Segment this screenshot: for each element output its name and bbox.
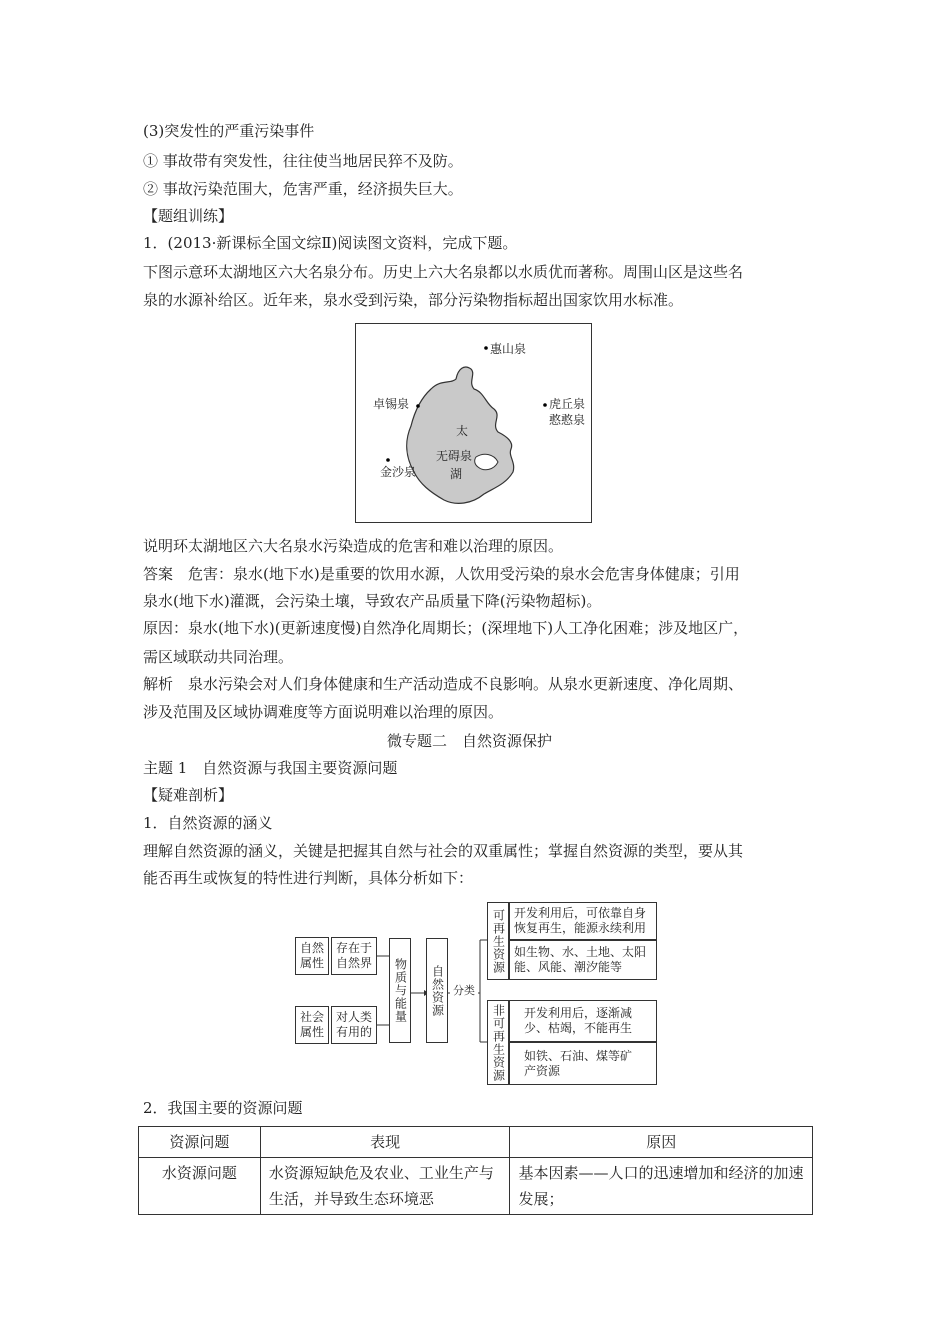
label-hanhan: 憨憨泉 <box>549 413 586 427</box>
renewable-description: 开发利用后，可依靠自身恢复再生，能源永续利用 <box>509 902 657 940</box>
section-heading: 【题组训练】 <box>143 207 234 225</box>
label-tai: 太 <box>456 424 469 438</box>
answer-line: 原因：泉水(地下水)(更新速度慢)自然净化周期长；(深埋地下)人工净化困难；涉及地区广， <box>143 619 749 637</box>
answer-line: 泉水(地下水)灌溉，会污染土壤，导致农产品质量下降(污染物超标)。 <box>143 592 602 610</box>
label-huishan: 惠山泉 <box>490 342 527 356</box>
label-huqiu: 虎丘泉 <box>549 397 586 411</box>
table-header-row <box>139 1127 813 1158</box>
taihu-spring-map <box>355 323 592 523</box>
section-heading: 【疑难剖析】 <box>143 786 234 804</box>
classify-label: 分类 <box>450 982 478 998</box>
text-line: 泉的水源补给区。近年来，泉水受到污染，部分污染物指标超出国家饮用水标准。 <box>143 291 684 309</box>
matter-energy-box: 物质与能量 <box>389 938 411 1043</box>
text-line: ② 事故污染范围大，危害严重，经济损失巨大。 <box>143 180 463 198</box>
text-line: 能否再生或恢复的特性进行判断，具体分析如下： <box>143 869 474 887</box>
table-cell: 水资源短缺危及农业、工业生产与生活，并导致生态环境恶 <box>260 1158 510 1215</box>
social-attribute-box: 社会属性 <box>295 1006 329 1044</box>
item-heading: 2．我国主要的资源问题 <box>143 1099 303 1117</box>
text-line: 理解自然资源的涵义，关键是把握其自然与社会的双重属性；掌握自然资源的类型，要从其 <box>143 842 744 860</box>
renewable-examples: 如生物、水、土地、太阳能、风能、潮汐能等 <box>509 940 657 980</box>
answer-line: 答案 危害：泉水(地下水)是重要的饮用水源，人饮用受污染的泉水会危害身体健康；引用 <box>143 565 740 583</box>
nonrenewable-box: 非可再生资源 <box>487 1000 509 1085</box>
table-cell: 水资源问题 <box>139 1158 261 1215</box>
topic-title: 微专题二 自然资源保护 <box>387 732 553 750</box>
column-header: 原因 <box>510 1127 813 1158</box>
question-text: 说明环太湖地区六大名泉水污染造成的危害和难以治理的原因。 <box>143 537 564 555</box>
useful-to-humans-box: 对人类有用的 <box>331 1006 377 1044</box>
label-wuai: 无碍泉 <box>436 449 473 463</box>
resource-classification-diagram <box>290 902 660 1087</box>
column-header: 表现 <box>260 1127 510 1158</box>
nonrenewable-description: 开发利用后，逐渐减少、枯竭，不能再生 <box>509 1000 657 1042</box>
table-cell: 基本因素——人口的迅速增加和经济的加速发展； <box>510 1158 813 1215</box>
text-line: (3)突发性的严重污染事件 <box>143 122 315 140</box>
natural-attribute-box: 自然属性 <box>295 937 329 975</box>
analysis-line: 涉及范围及区域协调难度等方面说明难以治理的原因。 <box>143 703 504 721</box>
item-heading: 1．自然资源的涵义 <box>143 814 273 832</box>
analysis-line: 解析 泉水污染会对人们身体健康和生产活动造成不良影响。从泉水更新速度、净化周期、 <box>143 675 744 693</box>
table-row <box>139 1158 813 1215</box>
resource-problems-table <box>138 1126 813 1215</box>
label-hu: 湖 <box>450 467 463 481</box>
subtopic-title: 主题 1 自然资源与我国主要资源问题 <box>143 759 398 777</box>
column-header: 资源问题 <box>139 1127 261 1158</box>
natural-resources-box: 自然资源 <box>426 938 448 1043</box>
renewable-box: 可再生资源 <box>487 902 509 980</box>
text-line: 下图示意环太湖地区六大名泉分布。历史上六大名泉都以水质优而著称。周围山区是这些名 <box>143 263 744 281</box>
text-line: ① 事故带有突发性，往往使当地居民猝不及防。 <box>143 152 463 170</box>
label-jinsha: 金沙泉 <box>380 465 417 479</box>
nonrenewable-examples: 如铁、石油、煤等矿产资源 <box>509 1042 657 1085</box>
question-title: 1．(2013·新课标全国文综Ⅱ)阅读图文资料，完成下题。 <box>143 234 518 252</box>
label-zhuoxi: 卓锡泉 <box>373 397 410 411</box>
exists-in-nature-box: 存在于自然界 <box>331 937 377 975</box>
answer-line: 需区域联动共同治理。 <box>143 648 294 666</box>
